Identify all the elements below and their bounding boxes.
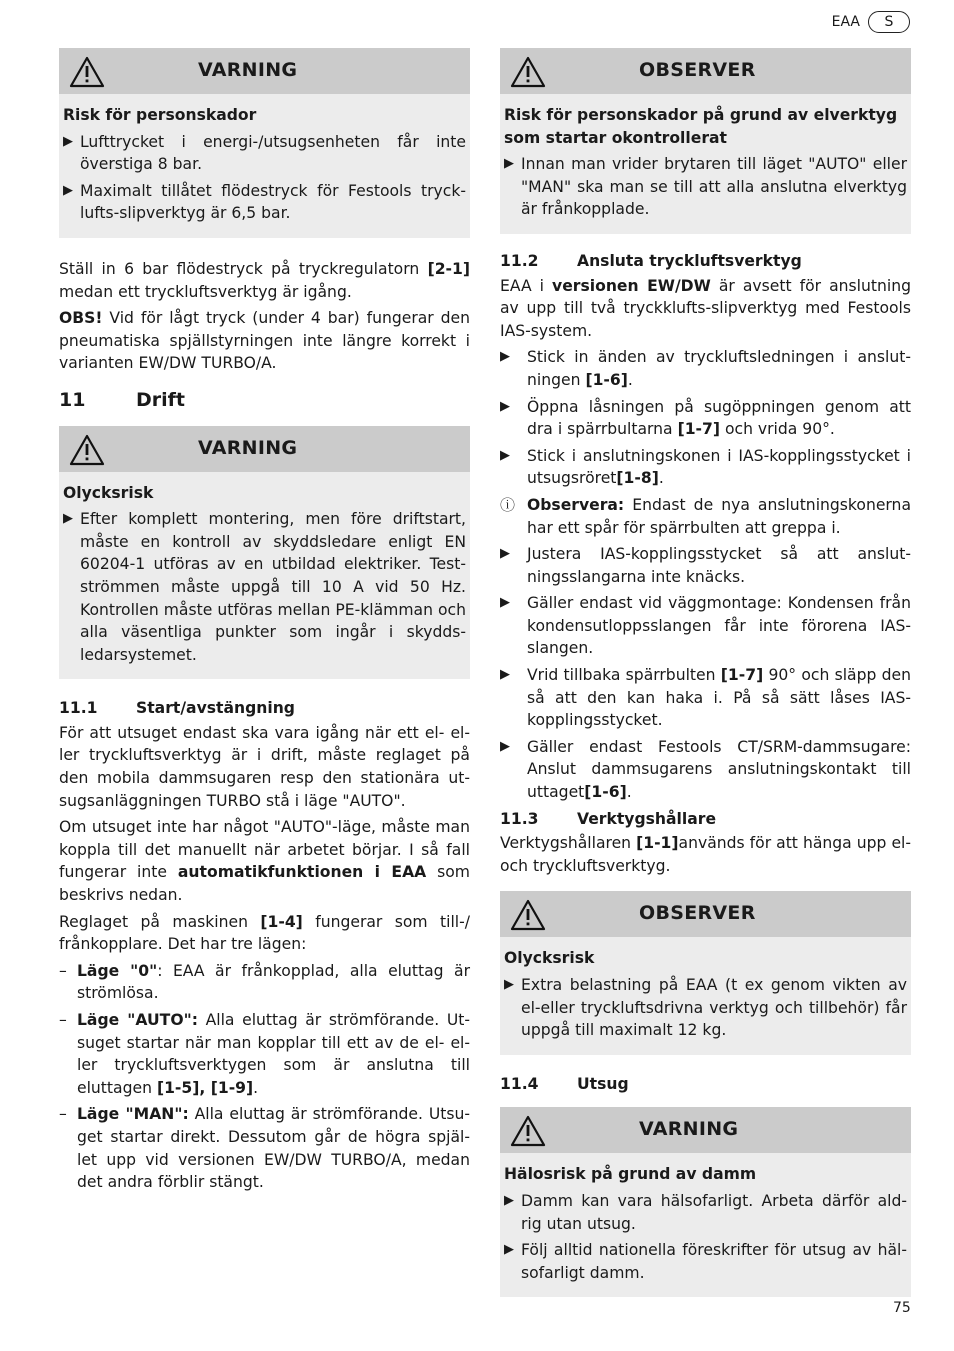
mode-item-0: – Läge "0": EAA är frånkopplad, alla eluttag är strömlösa. [59,961,470,1003]
paragraph: EAA i versionen EW/DW är avsett för anslutning av upp till två tryckklufts-slipverktyg med Festools IAS-system. [500,276,912,340]
paragraph: OBS! Vid för lågt tryck (under 4 bar) fungerar den pneumatiska spjällstyrningen inte längre korrekt i varianten EW/DW TURBO/A. [59,309,470,373]
triangle-bullet-icon: ▶ [504,1242,514,1258]
paragraph: Om utsuget inte har något "AUTO"-läge, måste man koppla till det manuellt när arbetet börjar. I så fall fungerar inte automatikfunktionen i EAA som beskrivs nedan. [59,818,470,905]
warning-title: VARNING [198,59,298,81]
warning-item: ▶ Följ alltid nationella föreskrifter för utsug av häl-sofarligt damm. [504,1239,907,1284]
warning-triangle-icon [510,1115,546,1147]
warning-subtitle: Risk för personskador [63,106,257,124]
step-item: ▶ Stick i anslutningskonen i IAS-kopplingsstycket i utsugsröret[1-8]. [500,445,911,490]
step-item: ▶ Stick in änden av tryckluftsledningen i anslut-ningen [1-6]. [500,346,911,391]
paragraph: Ställ in 6 bar flödestryck på tryckregulatorn [2-1] medan ett tryckluftsverktyg är igång. [59,259,470,301]
triangle-bullet-icon: ▶ [500,349,510,365]
page-header [832,11,910,34]
step-item: ▶ Gäller endast vid väggmontage: Kondensen från kondensutloppsslangen får inte förorena IAS-slangen. [500,592,911,660]
step-item: ▶ Gäller endast Festools CT/SRM-dammsugare: Anslut dammsugarens anslutningskontakt till uttaget[1-6]. [500,736,911,804]
notice-box-overload [500,891,911,1054]
warning-triangle-icon [69,56,105,88]
notice-item: ▶ Extra belastning på EAA (t ex genom vikten av el-eller tryckluftsdrivna verktyg och tillbehör) får uppgå till maximalt 12 kg. [504,974,907,1042]
page-number: 75 [893,1300,911,1316]
notice-title: OBSERVER [639,59,756,81]
right-column [500,48,911,1297]
triangle-bullet-icon: ▶ [500,667,510,683]
triangle-bullet-icon: ▶ [504,1192,514,1208]
warning-title: VARNING [639,1118,739,1141]
warning-item: ▶ Damm kan vara hälsofarligt. Arbeta därför ald-rig utan utsug. [504,1190,907,1235]
left-column [59,48,470,1198]
step-item: ▶ Vrid tillbaka spärrbulten [1-7] 90° och släpp den så att den kan haka i. På så sätt låses IAS-kopplingsstycket. [500,664,911,732]
section-heading-11-4: 11.4 Utsug [500,1074,629,1093]
triangle-bullet-icon: ▶ [63,182,73,198]
mode-item-man: – Läge "MAN": Alla eluttag är strömförande. Utsu-get startar direkt. Dessutom går de högra spjäl-let upp vid versionen EW/DW TURBO/A, medan det andra förblir stängt. [59,1105,470,1192]
section-heading-11-1: 11.1 Start/avstängning [59,699,295,718]
triangle-bullet-icon: ▶ [500,398,510,414]
paragraph: För att utsuget endast ska vara igång när ett el- el-ler tryckluftsverktyg är i drift, måste reglaget på den mobila dammsugaren resp den stationära ut-sugsanläggningen TURBO stå i läge "AUTO". [59,723,470,810]
section-heading-11-3: 11.3 Verktygshållare [500,809,717,828]
warning-item: ▶ Maximalt tillåtet flödestryck för Festools tryck-lufts-slipverktyg är 6,5 bar. [63,180,466,225]
warning-box-dust [500,1107,911,1297]
triangle-bullet-icon: ▶ [63,133,73,149]
warning-triangle-icon [510,899,546,931]
notice-header [500,48,911,94]
warning-header [500,1107,911,1153]
warning-item: ▶ Efter komplett montering, men före driftstart, måste en kontroll av skyddsledare enligt EN 60204-1 utföras av en utbildad elektriker. Test-strömmen måste uppgå till 10 A vid 50 Hz. Kontrollen måste utföras mellan PE-klämman och alla väsentliga punkter som ingår i skydds-ledarsystemet. [63,508,466,666]
paragraph: Reglaget på maskinen [1-4] fungerar som till-/ frånkopplare. Det har tre lägen: [59,912,470,954]
triangle-bullet-icon: ▶ [500,595,510,611]
warning-triangle-icon [69,434,105,466]
triangle-bullet-icon: ▶ [500,738,510,754]
triangle-bullet-icon: ▶ [500,546,510,562]
section-heading-11: 11 Drift [59,388,186,411]
warning-box-accident [59,426,470,680]
triangle-bullet-icon: ▶ [504,977,514,992]
notice-subtitle: Risk för personskador på grund av elverktyg som startar okontrollerat [504,106,898,147]
section-heading-11-2: 11.2 Ansluta tryckluftsverktyg [500,251,802,270]
paragraph: Verktygshållaren [1-1]används för att hänga upp el- och tryckluftsverktyg. [500,834,911,875]
step-item: ▶ Justera IAS-kopplingsstycket så att anslut-ningsslangarna inte knäcks. [500,543,911,588]
model-label: EAA [831,14,860,30]
warning-subtitle: Hälosrisk på grund av damm [504,1165,757,1184]
language-badge: S [868,11,910,33]
triangle-bullet-icon: ▶ [504,156,514,172]
step-item: ▶ Öppna låsningen på sugöppningen genom att dra i spärrbultarna [1-7] och vrida 90°. [500,396,911,441]
warning-header [59,48,470,94]
notice-subtitle: Olycksrisk [504,949,595,968]
mode-item-auto: – Läge "AUTO": Alla eluttag är strömförande. Ut-suget startar när man kopplar till ett av de el- el-ler tryckluftsverktygen som är anslutna till eluttagen [1-5], [1-9]. [59,1011,470,1097]
triangle-bullet-icon: ▶ [500,447,510,463]
triangle-bullet-icon: ▶ [63,511,73,527]
info-icon: ⓘ [500,495,516,514]
notice-header [500,891,911,937]
warning-header [59,426,470,472]
notice-item: ▶ Innan man vrider brytaren till läget "AUTO" eller "MAN" ska man se till att alla anslutna elverktyg är frånkopplade. [504,153,907,221]
warning-subtitle: Olycksrisk [63,483,154,502]
notice-title: OBSERVER [639,902,756,925]
note-item: ⓘ Observera: Endast de nya anslutningskonerna har ett spår för spärrbulten att greppa i. [500,494,911,539]
warning-item: ▶ Lufttrycket i energi-/utsugsenheten får inte överstiga 8 bar. [63,131,466,176]
notice-box-uncontrolled-start [500,48,911,234]
warning-triangle-icon [510,56,546,88]
warning-box-personal-injury [59,48,470,238]
warning-title: VARNING [198,436,298,459]
